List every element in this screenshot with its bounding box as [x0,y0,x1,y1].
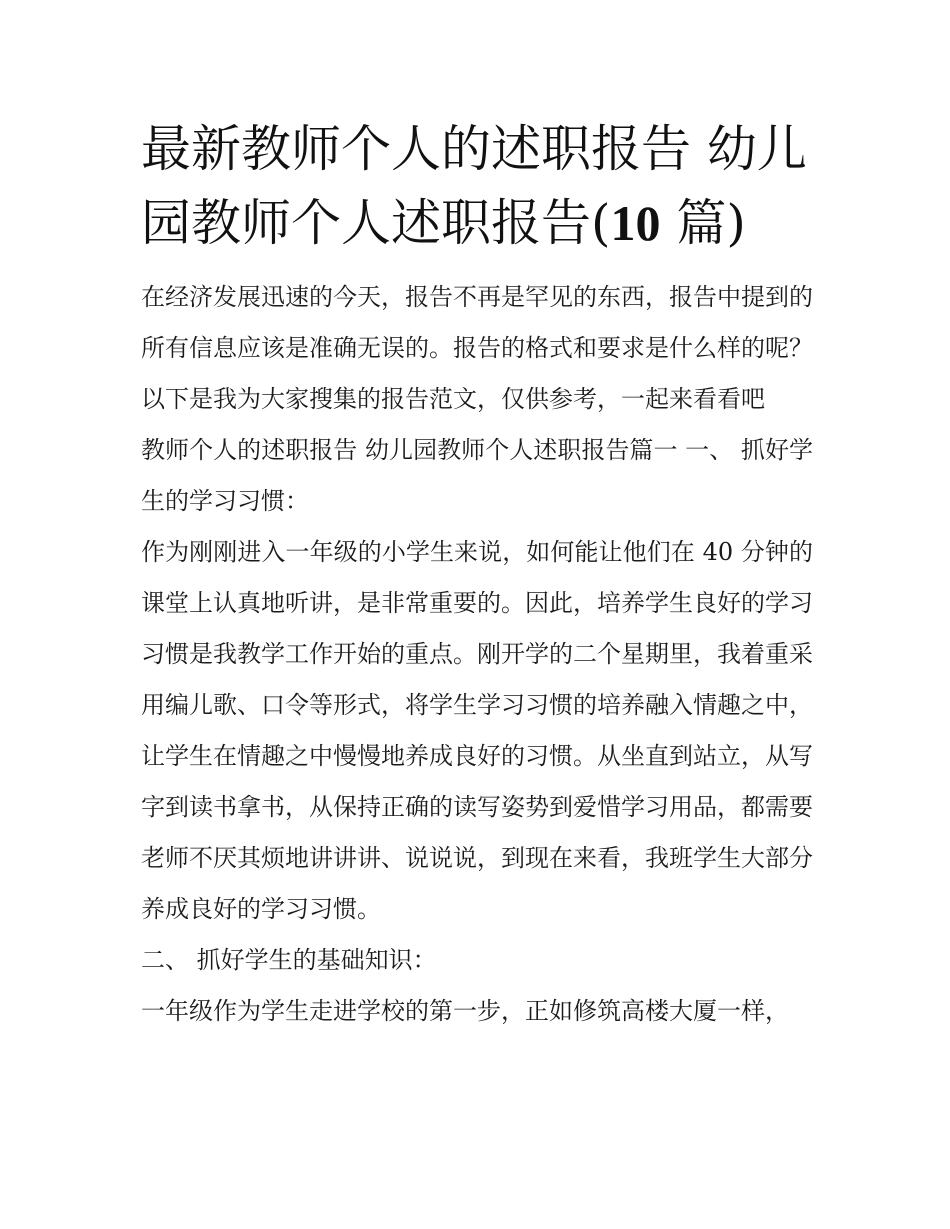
title-text: 最新教师个人的述职报告 幼儿园教师个人述职报告( [141,120,807,252]
document-title [141,112,813,260]
title-suffix: 篇) [660,194,746,252]
body-paragraph-2: 一年级作为学生走进学校的第一步，正如修筑高楼大厦一样， [141,997,789,1025]
title-count: 10 [610,195,661,251]
document-content [141,112,813,1037]
body-paragraph-1: 作为刚刚进入一年级的小学生来说，如何能让他们在 40 分钟的课堂上认真地听讲，是非常重要的。因此，培养学生良好的学习习惯是我教学工作开始的重点。刚开学的二个星期里，我着重采用编儿歌、口令等形式，将学生学习习惯的培养融入情趣之中，让学生在情趣之中慢慢地养成良好的习惯。从坐直到站立，从写字到读书拿书，从保持正确的读写姿势到爱惜学习用品，都需要老师不厌其烦地讲讲讲、说说说，到现在来看，我班学生大部分养成良好的学习习惯。 [141,538,813,923]
intro-paragraph: 在经济发展迅速的今天，报告不再是罕见的东西，报告中提到的所有信息应该是准确无误的。报告的格式和要求是什么样的呢？以下是我为大家搜集的报告范文，仅供参考，一起来看看吧 [141,283,813,413]
section-heading-1: 教师个人的述职报告 幼儿园教师个人述职报告篇一 一、 抓好学生的学习习惯： [141,436,813,515]
section-heading-2: 二、 抓好学生的基础知识： [141,946,437,974]
